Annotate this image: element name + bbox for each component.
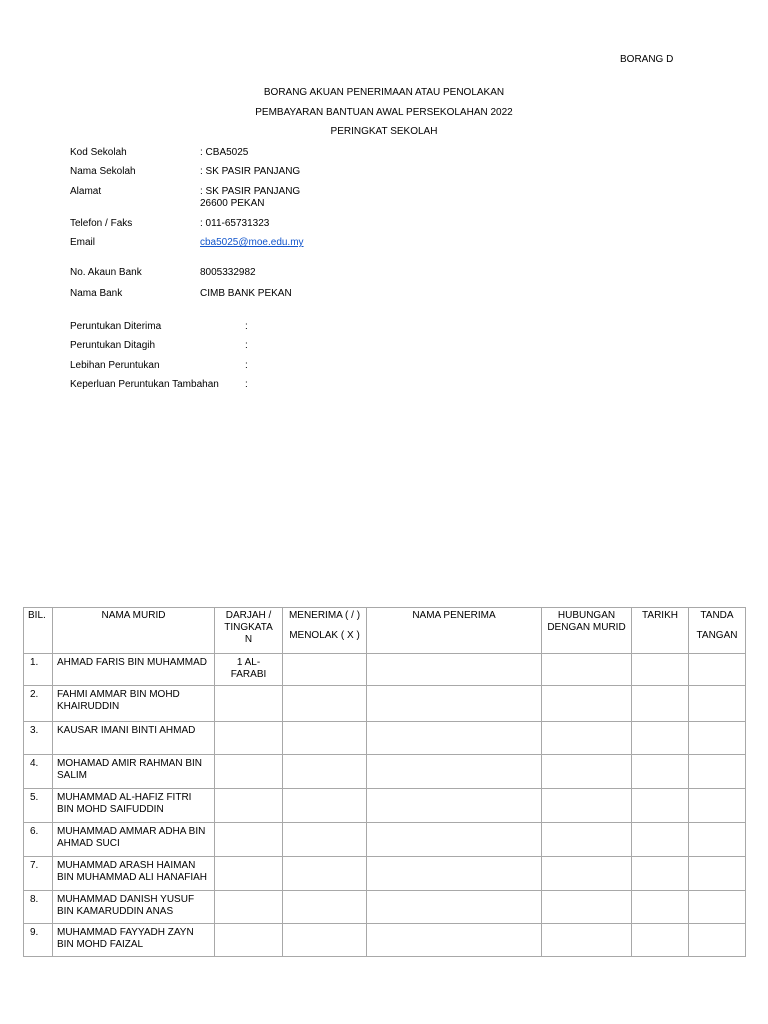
table-row	[24, 857, 746, 891]
student-name-line-1: MUHAMMAD AL-HAFIZ FITRI	[57, 792, 192, 803]
cell-nama-murid	[53, 891, 215, 924]
cell-nama-penerima[interactable]	[367, 686, 542, 722]
header-hubungan-line-1: HUBUNGAN	[557, 610, 616, 621]
cell-menerima-menolak[interactable]	[283, 686, 367, 722]
address-value-line-2: 26600 PEKAN	[200, 198, 265, 209]
title-line-1: BORANG AKUAN PENERIMAAN ATAU PENOLAKAN	[263, 87, 505, 98]
cell-darjah[interactable]	[215, 924, 283, 957]
cell-bil: 4.	[24, 755, 53, 789]
cell-hubungan[interactable]	[542, 823, 632, 857]
student-name-line-2: AHMAD SUCI	[57, 838, 120, 849]
cell-menerima-menolak[interactable]	[283, 857, 367, 891]
allocation-surplus-value: :	[245, 360, 248, 371]
email-label: Email	[70, 237, 96, 248]
cell-menerima-menolak[interactable]	[283, 654, 367, 686]
student-name-line-1: MUHAMMAD ARASH HAIMAN	[57, 860, 196, 871]
cell-darjah[interactable]	[215, 686, 283, 722]
cell-tanda-tangan[interactable]	[689, 722, 746, 755]
cell-tanda-tangan[interactable]	[689, 924, 746, 957]
cell-nama-murid	[53, 686, 215, 722]
cell-nama-murid	[53, 924, 215, 957]
table-row	[24, 891, 746, 924]
student-name-line-2: BIN MOHD FAIZAL	[57, 939, 144, 950]
bank-account-label: No. Akaun Bank	[70, 267, 142, 278]
cell-nama-penerima[interactable]	[367, 789, 542, 823]
table-row	[24, 654, 746, 686]
header-menolak-line: MENOLAK ( X )	[289, 630, 360, 641]
allocation-additional-value: :	[245, 379, 248, 390]
header-menerima	[283, 608, 367, 654]
cell-bil: 5.	[24, 789, 53, 823]
table-row	[24, 686, 746, 722]
cell-menerima-menolak[interactable]	[283, 891, 367, 924]
cell-hubungan[interactable]	[542, 722, 632, 755]
cell-nama-penerima[interactable]	[367, 722, 542, 755]
cell-tarikh[interactable]	[632, 654, 689, 686]
student-name-line-2: BIN KAMARUDDIN ANAS	[57, 906, 174, 917]
student-name-line-1: KAUSAR IMANI BINTI AHMAD	[57, 725, 196, 736]
cell-bil: 6.	[24, 823, 53, 857]
cell-tanda-tangan[interactable]	[689, 789, 746, 823]
cell-menerima-menolak[interactable]	[283, 823, 367, 857]
cell-nama-penerima[interactable]	[367, 755, 542, 789]
title-line-3: PERINGKAT SEKOLAH	[330, 126, 438, 137]
email-link[interactable]: cba5025@moe.edu.my	[200, 237, 304, 248]
header-tarikh: TARIKH	[632, 608, 689, 654]
student-name-line-1: MUHAMMAD FAYYADH ZAYN	[57, 927, 194, 938]
cell-hubungan[interactable]	[542, 857, 632, 891]
cell-darjah[interactable]	[215, 654, 283, 686]
cell-tarikh[interactable]	[632, 891, 689, 924]
header-darjah-line-2: TINGKATA	[224, 622, 273, 633]
cell-tanda-tangan[interactable]	[689, 823, 746, 857]
student-name-line-1: AHMAD FARIS BIN MUHAMMAD	[57, 657, 208, 668]
school-code-label: Kod Sekolah	[70, 147, 127, 158]
cell-bil: 8.	[24, 891, 53, 924]
cell-menerima-menolak[interactable]	[283, 755, 367, 789]
cell-hubungan[interactable]	[542, 924, 632, 957]
header-hubungan	[542, 608, 632, 654]
cell-bil: 3.	[24, 722, 53, 755]
class-line-1: 1 AL-	[236, 657, 261, 668]
cell-darjah[interactable]	[215, 823, 283, 857]
allocation-received-value: :	[245, 321, 248, 332]
cell-tarikh[interactable]	[632, 755, 689, 789]
header-darjah-line-1: DARJAH /	[225, 610, 272, 621]
cell-darjah[interactable]	[215, 891, 283, 924]
cell-menerima-menolak[interactable]	[283, 722, 367, 755]
cell-hubungan[interactable]	[542, 686, 632, 722]
student-name-line-2: SALIM	[57, 770, 88, 781]
cell-nama-murid	[53, 823, 215, 857]
student-name-line-1: FAHMI AMMAR BIN MOHD	[57, 689, 180, 700]
cell-tanda-tangan[interactable]	[689, 755, 746, 789]
cell-nama-murid	[53, 654, 215, 686]
table-row	[24, 823, 746, 857]
school-code-value: : CBA5025	[200, 147, 249, 158]
allocation-surplus-label: Lebihan Peruntukan	[70, 360, 160, 371]
phone-label: Telefon / Faks	[70, 218, 133, 229]
student-name-line-2: KHAIRUDDIN	[57, 701, 120, 712]
cell-hubungan[interactable]	[542, 789, 632, 823]
bank-name-label: Nama Bank	[70, 288, 123, 299]
bank-name-value: CIMB BANK PEKAN	[200, 288, 292, 299]
cell-bil: 7.	[24, 857, 53, 891]
allocation-received-label: Peruntukan Diterima	[70, 321, 162, 332]
form-code: BORANG D	[620, 54, 674, 65]
cell-nama-murid	[53, 755, 215, 789]
cell-darjah[interactable]	[215, 722, 283, 755]
cell-nama-penerima[interactable]	[367, 924, 542, 957]
student-name-line-2: BIN MUHAMMAD ALI HANAFIAH	[57, 872, 208, 883]
cell-nama-penerima[interactable]	[367, 654, 542, 686]
cell-tarikh[interactable]	[632, 722, 689, 755]
header-tangan-line: TANGAN	[696, 630, 738, 641]
cell-bil: 1.	[24, 654, 53, 686]
student-table	[23, 607, 746, 957]
cell-menerima-menolak[interactable]	[283, 924, 367, 957]
cell-nama-murid	[53, 857, 215, 891]
cell-tanda-tangan[interactable]	[689, 891, 746, 924]
header-menerima-line: MENERIMA ( / )	[288, 610, 361, 621]
cell-hubungan[interactable]	[542, 654, 632, 686]
cell-tanda-tangan[interactable]	[689, 654, 746, 686]
table-row	[24, 924, 746, 957]
cell-hubungan[interactable]	[542, 755, 632, 789]
cell-menerima-menolak[interactable]	[283, 789, 367, 823]
cell-bil: 2.	[24, 686, 53, 722]
class-line-2: FARABI	[230, 669, 267, 680]
cell-tarikh[interactable]	[632, 823, 689, 857]
table-row	[24, 755, 746, 789]
header-darjah-line-3: N	[244, 634, 253, 645]
cell-nama-penerima[interactable]	[367, 891, 542, 924]
table-row	[24, 789, 746, 823]
cell-tarikh[interactable]	[632, 924, 689, 957]
cell-nama-murid	[53, 722, 215, 755]
table-row	[24, 722, 746, 755]
student-name-line-1: MOHAMAD AMIR RAHMAN BIN	[57, 758, 203, 769]
cell-tarikh[interactable]	[632, 789, 689, 823]
cell-tanda-tangan[interactable]	[689, 686, 746, 722]
cell-nama-penerima[interactable]	[367, 857, 542, 891]
school-name-value: : SK PASIR PANJANG	[200, 166, 301, 177]
cell-tanda-tangan[interactable]	[689, 857, 746, 891]
header-tanda-line: TANDA	[700, 610, 734, 621]
cell-nama-penerima[interactable]	[367, 823, 542, 857]
header-nama-murid: NAMA MURID	[53, 608, 215, 654]
title-line-2: PEMBAYARAN BANTUAN AWAL PERSEKOLAHAN 2022	[255, 107, 513, 118]
header-darjah	[215, 608, 283, 654]
bank-account-value: 8005332982	[200, 267, 256, 278]
allocation-claimed-value: :	[245, 340, 248, 351]
header-bil: BIL.	[24, 608, 53, 654]
allocation-claimed-label: Peruntukan Ditagih	[70, 340, 156, 351]
cell-darjah[interactable]	[215, 857, 283, 891]
cell-tarikh[interactable]	[632, 857, 689, 891]
school-name-label: Nama Sekolah	[70, 166, 136, 177]
cell-tarikh[interactable]	[632, 686, 689, 722]
cell-nama-murid	[53, 789, 215, 823]
address-label: Alamat	[70, 186, 102, 197]
student-name-line-1: MUHAMMAD DANISH YUSUF	[57, 894, 195, 905]
table-header-row	[24, 608, 746, 654]
header-nama-penerima: NAMA PENERIMA	[367, 608, 542, 654]
cell-hubungan[interactable]	[542, 891, 632, 924]
student-name-line-2: BIN MOHD SAIFUDDIN	[57, 804, 164, 815]
address-value-line-1: : SK PASIR PANJANG	[200, 186, 301, 197]
allocation-additional-label: Keperluan Peruntukan Tambahan	[70, 379, 219, 390]
cell-darjah[interactable]	[215, 789, 283, 823]
cell-bil: 9.	[24, 924, 53, 957]
header-hubungan-line-2: DENGAN MURID	[547, 622, 626, 633]
phone-value: : 011-65731323	[200, 218, 270, 229]
cell-darjah[interactable]	[215, 755, 283, 789]
student-name-line-1: MUHAMMAD AMMAR ADHA BIN	[57, 826, 206, 837]
header-tanda-tangan	[689, 608, 746, 654]
